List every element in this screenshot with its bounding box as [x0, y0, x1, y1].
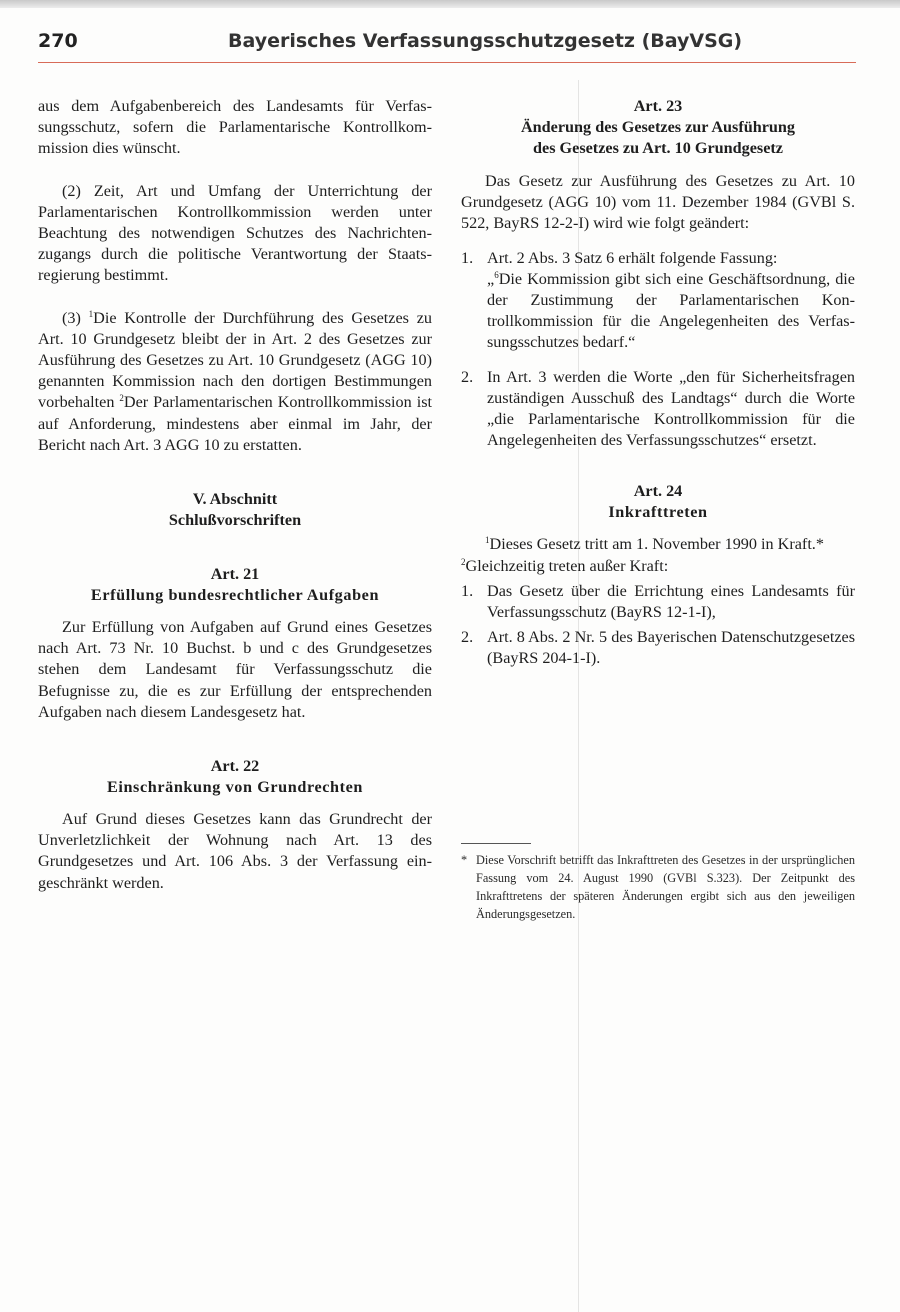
sentence-number: 6	[494, 269, 499, 280]
paragraph-2: (2) Zeit, Art und Umfang der Unterrichtung der Parlamentarischen Kontrollkommission werden unter Beachtung des notwendigen Schutzes des Nachrichtenzugangs durch die politische Verantwortung der Staatsregierung bestimmt.	[38, 181, 432, 285]
art21-title: Art. 21	[210, 565, 260, 584]
footnote-marker: *	[461, 853, 468, 867]
sentence-number: 1	[485, 535, 490, 546]
scan-top-edge	[0, 0, 900, 8]
section-subtitle: Schlußvorschriften	[168, 511, 302, 530]
art24-title: Art. 24	[633, 482, 683, 501]
art22-text: Auf Grund dieses Gesetzes kann das Grundrecht der Unverletzlichkeit der Wohnung nach Art. 13 des Grundgesetzes und Art. 106 Abs. 3 der Verfassung eingeschränkt werden.	[38, 810, 432, 892]
art23-list	[461, 248, 855, 452]
art22-title: Art. 22	[210, 757, 260, 776]
art24-sentence-2: $^2$Gleichzeitig treten außer Kraft:	[461, 556, 669, 575]
art23-subtitle-line1: Änderung des Gesetzes zur Ausführung	[520, 118, 796, 136]
art23-intro: Das Gesetz zur Ausführung des Gesetzes zu Art. 10 Grundgesetz (AGG 10) vom 11. Dezember 1984 (GVBl S. 522, BayRS 12-2-I) wird wie folgt geändert:	[461, 172, 855, 233]
section-title: V. Abschnitt	[192, 490, 278, 509]
art23-title: Art. 23	[633, 97, 683, 115]
paragraph-continued: aus dem Aufgabenbereich des Landesamts für Verfassungsschutz, sofern die Parlamentarische Kontrollkommission dies wünscht.	[38, 97, 432, 158]
running-title: Bayerisches Verfassungsschutzgesetz (BayVSG)	[228, 30, 743, 52]
list-item: 1. Das Gesetz über die Errichtung eines Landesamts für Verfassungsschutz (BayRS 12-1-I),	[461, 581, 855, 622]
sentence-number: 2	[461, 556, 466, 567]
paragraph-3: (3) $^1$Die Kontrolle der Durchführung des Gesetzes zu Art. 10 Grundgesetz bleibt der in Art. 2 des Gesetzes zur Ausführung des Gesetzes zu Art. 10 Grundgesetz (AGG 10) genannten Kommission nach den dortigen Bestimmungen vorbehalten $^2$Der Parlamentarischen Kontrollkommission ist auf Anforderung, mindestens aber einmal im Jahr, der Bericht nach Art. 3 AGG 10 zu erstatten.	[38, 308, 432, 454]
art21-text: Zur Erfüllung von Aufgaben auf Grund eines Gesetzes nach Art. 73 Nr. 10 Buchst. b und c des Grundgesetzes stehen dem Landesamt für Verfassungsschutz die Befugnisse zu, die es zur Erfüllung der entsprechenden Aufgaben nach diesem Landesgesetz hat.	[38, 618, 432, 721]
footnote-rule	[461, 843, 531, 844]
art23-subtitle-line2: des Gesetzes zu Art. 10 Grundgesetz	[533, 139, 783, 157]
sentence-number: 1	[88, 308, 94, 319]
list-item: 2. Art. 8 Abs. 2 Nr. 5 des Bayerischen Datenschutzgesetzes (BayRS 204-1-I).	[461, 628, 855, 668]
footnote: * Diese Vorschrift betrifft das Inkrafttreten des Gesetzes in der ursprünglichen Fassung vom 24. August 1990 (GVBl S.323). Der Zeitpunkt des Inkrafttretens der späteren Änderungen ergibt sich aus den jeweiligen Änderungsgesetzen.	[461, 853, 855, 921]
page-header	[38, 30, 856, 63]
list-item: 1. Art. 2 Abs. 3 Satz 6 erhält folgende Fassung: „$^6$Die Kommission gibt sich eine Geschäftsordnung, die der Zustimmung der Parlamentarischen Kontrollkommission für die Angelegenheiten des Verfassungsschutzes bedarf.“	[461, 248, 855, 352]
art22-subtitle: Einschränkung von Grundrechten	[106, 778, 364, 797]
list-item: 2. In Art. 3 werden die Worte „den für Sicherheitsfragen zuständigen Ausschuß des Landtags“ durch die Worte „die Parlamentarische Kontrollkommission für die Angelegenheiten des Verfassungsschutzes“ ersetzt.	[461, 367, 855, 450]
art24-list	[461, 581, 855, 670]
page-number: 270	[38, 30, 78, 52]
art21-subtitle: Erfüllung bundesrechtlicher Aufgaben	[90, 586, 380, 605]
sentence-number: 2	[119, 393, 124, 404]
left-column	[38, 96, 432, 894]
right-column	[461, 96, 855, 670]
art24-sentence-1: $^1$Dieses Gesetz tritt am 1. November 1990 in Kraft.*	[485, 535, 824, 554]
art24-subtitle: Inkrafttreten	[608, 503, 708, 522]
